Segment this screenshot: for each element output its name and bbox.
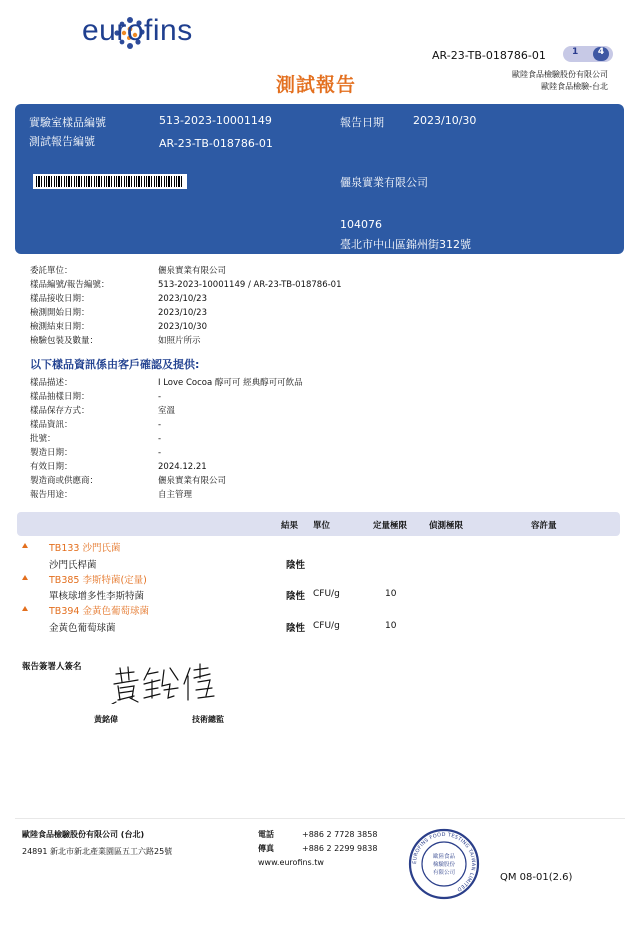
customer-info-label: 樣品保存方式：: [30, 406, 90, 416]
svg-text:歐陸食品: 歐陸食品: [432, 854, 456, 860]
sample-no-value: 513-2023-10001149: [159, 114, 272, 127]
test-code: TB385 李斯特菌(定量): [49, 575, 147, 586]
test-loq: 10: [385, 621, 397, 631]
info-label: 檢測開始日期：: [30, 308, 90, 318]
test-result: 陰性: [286, 591, 306, 602]
handwritten-signature: [108, 660, 218, 704]
lab-name-line2: 歐陸食品檢驗-台北: [541, 82, 608, 91]
info-label: 委託單位：: [30, 266, 73, 276]
test-code: TB133 沙門氏菌: [49, 543, 121, 554]
form-code: QM 08-01(2.6): [500, 872, 573, 883]
info-value: 2023/10/23: [158, 294, 207, 304]
test-unit: CFU/g: [313, 589, 340, 599]
fax-label: 傳真: [258, 844, 274, 853]
test-item: 沙門氏桿菌: [49, 560, 97, 571]
customer-info-value: 2024.12.21: [158, 462, 207, 472]
col-loq: 定量極限: [373, 521, 408, 531]
customer-info-value: -: [158, 434, 162, 444]
results-table-header: [17, 512, 620, 536]
report-number-top: AR-23-TB-018786-01: [432, 49, 546, 62]
info-value: 如照片所示: [158, 336, 201, 346]
triangle-icon: [22, 606, 28, 611]
page-indicator: [563, 46, 613, 62]
customer-info-label: 樣品資訊：: [30, 420, 73, 430]
customer-info-value: 儷泉實業有限公司: [158, 476, 227, 486]
customer-info-value: -: [158, 392, 162, 402]
test-loq: 10: [385, 589, 397, 599]
customer-info-value: 自主管理: [158, 490, 193, 500]
phone-label: 電話: [258, 830, 274, 839]
customer-info-value: -: [158, 420, 162, 430]
customer-info-value: -: [158, 448, 162, 458]
fax-value: +886 2 2299 9838: [302, 844, 378, 853]
sample-no-label: 實驗室樣品編號: [29, 116, 106, 129]
footer-address: 24891 新北市新北產業園區五工六路25號: [22, 847, 173, 856]
client-postal-code: 104076: [340, 218, 382, 231]
page-total: 4: [593, 47, 609, 61]
client-address: 臺北市中山區錦州街312號: [340, 238, 471, 251]
test-code: TB394 金黃色葡萄球菌: [49, 606, 149, 617]
client-name: 儷泉實業有限公司: [340, 176, 428, 189]
info-value: 2023/10/23: [158, 308, 207, 318]
svg-text:EUROFINS FOOD TESTING TAIWAN L: EUROFINS FOOD TESTING TAIWAN LIMITED: [411, 831, 477, 893]
lab-name: [512, 69, 608, 93]
info-label: 樣品接收日期：: [30, 294, 90, 304]
footer-divider: [15, 818, 625, 819]
report-no-value: AR-23-TB-018786-01: [159, 137, 273, 150]
test-result: 陰性: [286, 560, 306, 571]
customer-info-label: 報告用途：: [30, 490, 73, 500]
report-date-value: 2023/10/30: [413, 114, 477, 127]
customer-info-label: 批號：: [30, 434, 56, 444]
col-unit: 單位: [313, 521, 331, 531]
triangle-icon: [22, 543, 28, 548]
info-label: 檢驗包裝及數量：: [30, 336, 99, 346]
footer-company: 歐陸食品檢驗股份有限公司 (台北): [22, 830, 145, 839]
svg-text:有限公司: 有限公司: [432, 870, 456, 876]
test-result: 陰性: [286, 623, 306, 634]
test-item: 單核球增多性李斯特菌: [49, 591, 145, 602]
customer-info-label: 製造日期：: [30, 448, 73, 458]
col-lod: 偵測極限: [429, 521, 464, 531]
customer-info-label: 製造商或供應商：: [30, 476, 99, 486]
customer-info-value: I Love Cocoa 醇可可 經典醇可可飲品: [158, 378, 303, 388]
report-banner: [15, 104, 624, 254]
signer-name: 黃銘偉: [94, 715, 118, 724]
signer-title: 技術總監: [192, 715, 224, 724]
customer-info-label: 樣品抽樣日期：: [30, 392, 90, 402]
info-label: 樣品編號/報告編號：: [30, 280, 110, 290]
customer-info-label: 有效日期：: [30, 462, 73, 472]
barcode-icon: [33, 174, 187, 189]
page-title: 測試報告: [276, 74, 357, 96]
footer-website: www.eurofins.tw: [258, 858, 324, 867]
info-value: 儷泉實業有限公司: [158, 266, 227, 276]
report-date-label: 報告日期: [340, 116, 384, 129]
info-value: 513-2023-10001149 / AR-23-TB-018786-01: [158, 280, 342, 290]
triangle-icon: [22, 575, 28, 580]
info-value: 2023/10/30: [158, 322, 207, 332]
phone-value: +886 2 7728 3858: [302, 830, 378, 839]
col-result: 結果: [281, 521, 299, 531]
test-unit: CFU/g: [313, 621, 340, 631]
customer-info-label: 樣品描述：: [30, 378, 73, 388]
page-current: 1: [572, 47, 579, 57]
report-no-label: 測試報告編號: [29, 135, 95, 148]
customer-info-value: 室溫: [158, 406, 176, 416]
company-seal-stamp-icon: [408, 828, 480, 900]
col-limit: 容許量: [531, 521, 557, 531]
info-label: 檢測結束日期：: [30, 322, 90, 332]
svg-text:檢驗股份: 檢驗股份: [432, 862, 456, 868]
brand-name: eurofins: [82, 14, 193, 47]
signature-label: 報告簽署人簽名: [22, 662, 82, 672]
customer-info-title: 以下樣品資訊係由客戶確認及提供:: [30, 358, 200, 371]
lab-name-line1: 歐陸食品檢驗股份有限公司: [512, 70, 608, 79]
test-item: 金黃色葡萄球菌: [49, 623, 116, 634]
